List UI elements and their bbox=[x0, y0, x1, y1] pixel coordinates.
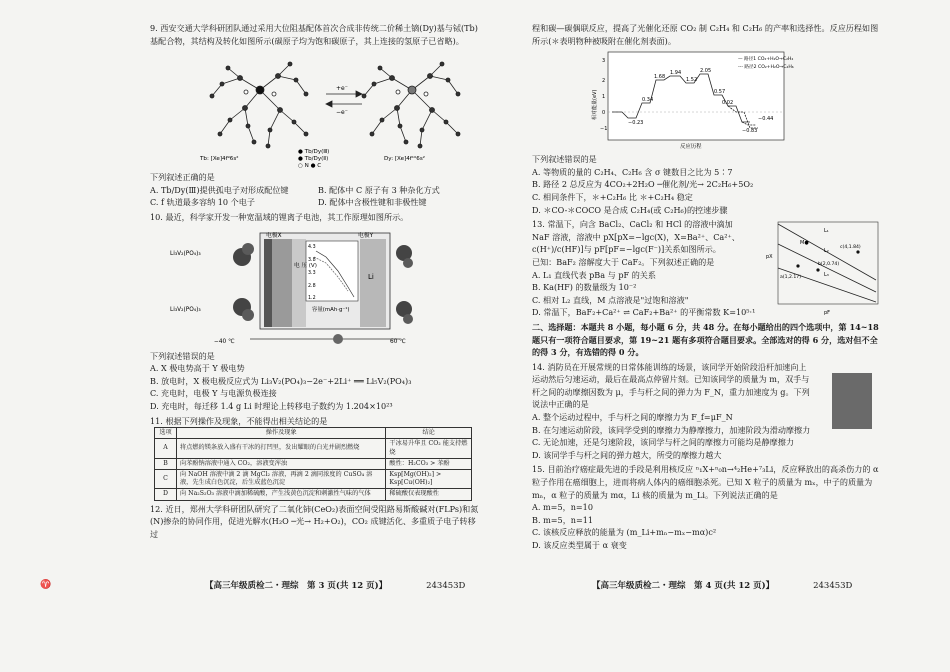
table-cell: 向 NaOH 溶液中滴 2 滴 MgCl₂ 溶液，再滴 2 滴同浓度的 CuSO₄ 溶液，先生成白色沉淀，后生成蓝色沉淀 bbox=[177, 469, 386, 488]
dy-configuration: Dy: [Xe]4f¹⁰6s² bbox=[384, 156, 425, 163]
energy-value-4: 1.94 bbox=[670, 70, 682, 77]
energy-value-5: 1.52 bbox=[686, 77, 698, 84]
q13-option-d: D. 常温下，BaF₂+Ca²⁺ ⇌ CaF₂+Ba²⁺ 的平衡常数 K=10⁵·¹ bbox=[532, 307, 756, 318]
q11-stem: 11. 根据下列操作及现象，不能得出相关结论的是 bbox=[150, 415, 328, 426]
li-label: Li bbox=[368, 272, 374, 281]
q15-option-c: C. 该核反应释放的能量为 (m_Li+mₙ−mₓ−mα)c² bbox=[532, 527, 717, 538]
energy-value-7: 0.57 bbox=[714, 89, 726, 96]
cathode-label-1: Li₃V₂(PO₄)₃ bbox=[170, 250, 201, 257]
table-cell: C bbox=[155, 469, 177, 488]
q13-option-b: B. Ka(HF) 的数量级为 10⁻² bbox=[532, 282, 637, 293]
point-c: c(4,1.84) bbox=[840, 245, 861, 251]
q15-stem: 15. 目前治疗癌症最先进的手段是利用核反应 ⁿ₁X+ⁿ₀n→⁴₂He+⁷₃Li，反应释放出的高杀伤力的 α 粒子作用在癌细胞上，进而将病人体内的癌细胞杀死。已知 X 粒子的质量为 mₓ，中子的质量为 mₙ，α 粒子的质量为 mα，Li 核的质量为 m_Li。下列说法正确的是 bbox=[532, 464, 879, 500]
point-b: b(2,0.74) bbox=[818, 262, 840, 268]
electrode-y-label: 电极Y bbox=[358, 232, 374, 239]
question-13 bbox=[532, 218, 884, 319]
pf-chart bbox=[764, 218, 882, 316]
path-1-legend: — 路径1 CO₂+H₂O→C₂H₄ bbox=[738, 57, 794, 63]
tb-configuration: Tb: [Xe]4f⁹6s² bbox=[200, 156, 239, 163]
q9-stem: 9. 西安交通大学科研团队通过采用大位阻基配体首次合成非传统二价稀土镝(Dy)基与铽(Tb)基配合物，其结构及转化如图所示(碳原子均为饱和碳原子，其上连接的氢原子已省略)。 bbox=[150, 23, 478, 46]
firefighter-photo bbox=[832, 373, 872, 429]
energy-y-tick: 0 bbox=[602, 110, 606, 117]
q15-option-a: A. m=5，n=10 bbox=[532, 502, 593, 513]
q14-option-c: C. 无论加速，还是匀速阶段，该同学与杆之间的摩擦力可能均是静摩擦力 bbox=[532, 437, 794, 448]
right-footer bbox=[592, 579, 852, 591]
left-footer bbox=[205, 579, 465, 591]
line-l3-label: L₃ bbox=[824, 272, 829, 279]
pf-chart-svg bbox=[764, 218, 882, 316]
left-page bbox=[150, 22, 480, 542]
q9-option-a: A. Tb/Dy(Ⅲ)提供孤电子对形成配位键 bbox=[150, 184, 289, 195]
q12-option-d: D. ＊CO-＊COCO 是合成 C₂H₄(或 C₂H₆)的控速步骤 bbox=[532, 204, 728, 215]
temperature-low: −40 ℃ bbox=[214, 338, 235, 345]
q15-option-b: B. m=5，n=11 bbox=[532, 514, 594, 525]
right-footer-text: 【高三年级质检二・理综 第 4 页(共 12 页)】 bbox=[592, 581, 775, 591]
table-cell: 稀硫酸仅表现酸性 bbox=[386, 489, 472, 500]
question-15 bbox=[532, 463, 884, 551]
energy-y-tick: −1 bbox=[600, 126, 608, 133]
q14-text-block bbox=[532, 361, 810, 411]
molecule-figure bbox=[150, 50, 480, 168]
question-12 bbox=[150, 503, 480, 541]
q13-stem-2: 已知：BaF₂ 溶解度大于 CaF₂。下列叙述正确的是 bbox=[532, 256, 715, 267]
molecule-left bbox=[210, 62, 308, 148]
molecule-right bbox=[362, 62, 460, 148]
legend-tb-dy-2: ● Tb/Dy(Ⅱ) bbox=[298, 156, 329, 163]
q14-option-d: D. 该同学手与杆之间的弹力越大，所受的摩擦力越大 bbox=[532, 449, 722, 460]
v-tick-5: 1.2 bbox=[308, 295, 316, 301]
table-row bbox=[155, 469, 472, 488]
q12-option-c: C. 相同条件下，＊+C₂H₆ 比 ＊+C₂H₄ 稳定 bbox=[532, 191, 693, 202]
q9-option-d: D. 配体中含极性键和非极性键 bbox=[318, 197, 427, 208]
q12-option-b: B. 路径 2 总反应为 4CO₂+2H₂O ─催化剂/光→ 2C₂H₆+5O₂ bbox=[532, 179, 754, 190]
v-tick-3: 3.3 bbox=[308, 270, 316, 276]
v-tick-4: 2.8 bbox=[308, 283, 316, 289]
table-header-conclusion: 结论 bbox=[386, 428, 472, 439]
corner-mark: ♈ bbox=[40, 580, 52, 590]
q13-option-c: C. 相对 L₂ 直线，M 点溶液是"过饱和溶液" bbox=[532, 294, 689, 305]
table-cell: 酸性：H₂CO₃ > 苯酚 bbox=[386, 458, 472, 469]
table-cell: B bbox=[155, 458, 177, 469]
energy-value-8: 0.02 bbox=[722, 100, 734, 107]
q15-option-d: D. 该反应类型属于 α 衰变 bbox=[532, 540, 627, 550]
q13-text-block bbox=[532, 218, 756, 319]
q9-option-b: B. 配体中 C 原子有 3 种杂化方式 bbox=[318, 184, 440, 195]
capacity-axis-label: 容量(mAh·g⁻¹) bbox=[312, 306, 350, 313]
question-12-continued bbox=[532, 22, 884, 216]
table-row bbox=[155, 489, 472, 500]
q13-stem: 13. 常温下，向含 BaCl₂、CaCl₂ 和 HCl 的溶液中滴加 NaF 溶液，溶液中 pX[pX=−lgc(X)，X=Ba²⁺、Ca²⁺、c(H⁺)/c(HF)]与 pF[pF=−lgc(F⁻)]关系如图所示。 bbox=[532, 219, 740, 255]
q10-option-c: C. 充电时，电极 Y 与电源负极连接 bbox=[150, 388, 277, 399]
experiment-table bbox=[154, 427, 472, 500]
point-m: M● bbox=[800, 240, 809, 247]
table-header-option: 选项 bbox=[155, 428, 177, 439]
q13-option-a: A. L₁ 直线代表 pBa 与 pF 的关系 bbox=[532, 269, 656, 280]
line-l1-label: L₁ bbox=[824, 228, 829, 235]
energy-value-2: 0.34 bbox=[642, 97, 654, 104]
question-14 bbox=[532, 361, 884, 462]
energy-y-label: 相对能量(eV) bbox=[592, 89, 598, 121]
q14-stem: 14. 消防员在开展常规的日常体能训练的场景，该同学开始阶段沿杆加速向上运动然后匀速运动，最后在最高点停留片刻。已知该同学的质量为 m，双手与杆之间的动摩擦因数为 μ，手与杆之间的弹力为 F_N，重力加速度为 g。下列说法中正确的是 bbox=[532, 361, 810, 410]
energy-value-6: 2.05 bbox=[700, 68, 712, 75]
cathode-label-2: Li₃V₂(PO₄)₃ bbox=[170, 306, 201, 313]
battery-figure bbox=[170, 227, 420, 347]
q12-prompt: 下列叙述错误的是 bbox=[532, 154, 597, 165]
question-10 bbox=[150, 211, 480, 413]
q12-stem: 12. 近日，郑州大学科研团队研究了二氧化铈(CeO₂)表面空间受阻路易斯酸碱对(FLPs)和氮(N)掺杂的协同作用，促进光解水(H₂O ─光→ H₂+O₂)，CO₂ 成键活化、多重质子电子转移过 bbox=[150, 503, 479, 539]
table-cell: 将点燃的镁条放入盛有干冰的打凹里，发出耀眼的白光并剧烈燃烧 bbox=[177, 439, 386, 458]
question-9 bbox=[150, 22, 480, 209]
v-tick-2: 3.8 bbox=[308, 257, 316, 263]
energy-y-tick: 2 bbox=[602, 78, 606, 85]
q14-option-b: B. 在匀速运动阶段，该同学受到的摩擦力为静摩擦力，加速阶段为滑动摩擦力 bbox=[532, 424, 811, 435]
table-cell: 向 Na₂S₂O₃ 溶液中滴加稀硫酸，产生浅黄色沉淀和刺激性气味的气体 bbox=[177, 489, 386, 500]
energy-y-tick: 1 bbox=[602, 94, 606, 101]
section-2-instructions: 二、选择题：本题共 8 小题，每小题 6 分，共 48 分。在每小题给出的四个选项中，第 14~18 题只有一项符合题目要求，第 19~21 题有多项符合题目要求。全部选对的得 6 分，选对但不全的得 3 分，有选错的得 0 分。 bbox=[532, 321, 879, 358]
table-row bbox=[155, 458, 472, 469]
energy-value-3: 1.68 bbox=[654, 74, 666, 81]
energy-y-tick: 3 bbox=[602, 58, 606, 65]
table-cell: Ksp[Mg(OH)₂] > Ksp[Cu(OH)₂] bbox=[386, 469, 472, 488]
energy-value-9: −0.44 bbox=[758, 116, 774, 123]
q9-options bbox=[150, 184, 480, 209]
temperature-high: 60 ℃ bbox=[390, 338, 406, 345]
energy-figure bbox=[588, 50, 794, 151]
q12-option-a: A. 等物质的量的 C₂H₄、C₂H₆ 含 σ 键数目之比为 5∶7 bbox=[532, 166, 733, 177]
q9-option-c: C. f 轨道最多容纳 10 个电子 bbox=[150, 197, 255, 208]
table-cell: 向苯酚钠溶液中通入 CO₂，溶液变浑浊 bbox=[177, 458, 386, 469]
left-paper-code: 243453D bbox=[426, 581, 466, 591]
right-paper-code: 243453D bbox=[813, 581, 853, 591]
table-cell: A bbox=[155, 439, 177, 458]
legend-tb-dy-3: ● Tb/Dy(Ⅲ) bbox=[298, 149, 330, 156]
table-cell: 干冰易升华且 CO₂ 能支持燃烧 bbox=[386, 439, 472, 458]
electrode-x-label: 电极X bbox=[266, 232, 282, 239]
q10-stem: 10. 最近，科学家开发一种宽温域的锂离子电池，其工作原理如图所示。 bbox=[150, 211, 409, 222]
energy-value-10: −0.83 bbox=[742, 128, 758, 135]
legend-n-c: ○ N ● C bbox=[298, 163, 322, 170]
pf-chart-y-label: pX bbox=[766, 254, 773, 261]
q10-option-a: A. X 极电势高于 Y 极电势 bbox=[150, 363, 245, 374]
point-a: a(1,2.17) bbox=[780, 275, 802, 281]
right-page bbox=[532, 22, 884, 554]
q14-option-a: A. 整个运动过程中，手与杆之间的摩擦力为 F_f=μF_N bbox=[532, 412, 733, 423]
path-2-legend: --- 路径2 CO₂+H₂O→C₂H₆ bbox=[738, 65, 794, 71]
q10-option-d: D. 充电时，每迁移 1.4 g Li 时理论上转移电子数约为 1.204×10²³ bbox=[150, 400, 393, 411]
left-footer-text: 【高三年级质检二・理综 第 3 页(共 12 页)】 bbox=[205, 581, 388, 591]
q9-prompt: 下列叙述正确的是 bbox=[150, 172, 215, 183]
arrow-bottom-label: −e⁻ bbox=[336, 109, 348, 117]
battery-diagram bbox=[170, 227, 420, 347]
conversion-arrows bbox=[326, 91, 362, 107]
molecule-structure-diagram bbox=[150, 50, 480, 168]
table-cell: D bbox=[155, 489, 177, 500]
table-header-operation: 操作及现象 bbox=[177, 428, 386, 439]
table-header-row bbox=[155, 428, 472, 439]
q12-continued-text: 程和碳—碳偶联反应，提高了光催化还原 CO₂ 制 C₂H₄ 和 C₂H₆ 的产率和选择性。反应历程如图所示(＊表明物种被吸附在催化剂表面)。 bbox=[532, 23, 879, 46]
section-2-heading bbox=[532, 321, 884, 359]
v-tick-1: 4.3 bbox=[308, 244, 316, 250]
energy-value-1: −0.23 bbox=[628, 120, 644, 127]
reaction-energy-diagram bbox=[588, 50, 794, 151]
q10-option-b: B. 放电时，X 极电极反应式为 Li₃V₂(PO₄)₃−2e⁻+2Li⁺ ══ Li₅V₂(PO₄)₃ bbox=[150, 375, 412, 386]
arrow-top-label: +e⁻ bbox=[336, 85, 348, 93]
energy-x-label: 反应历程 bbox=[680, 144, 702, 151]
q10-prompt: 下列叙述错误的是 bbox=[150, 350, 215, 361]
table-row bbox=[155, 439, 472, 458]
line-l2-label: L₂ bbox=[824, 248, 829, 255]
voltage-label: 电 压 (V) bbox=[294, 262, 317, 269]
question-11 bbox=[150, 415, 480, 501]
pf-chart-x-label: pF bbox=[824, 310, 831, 317]
